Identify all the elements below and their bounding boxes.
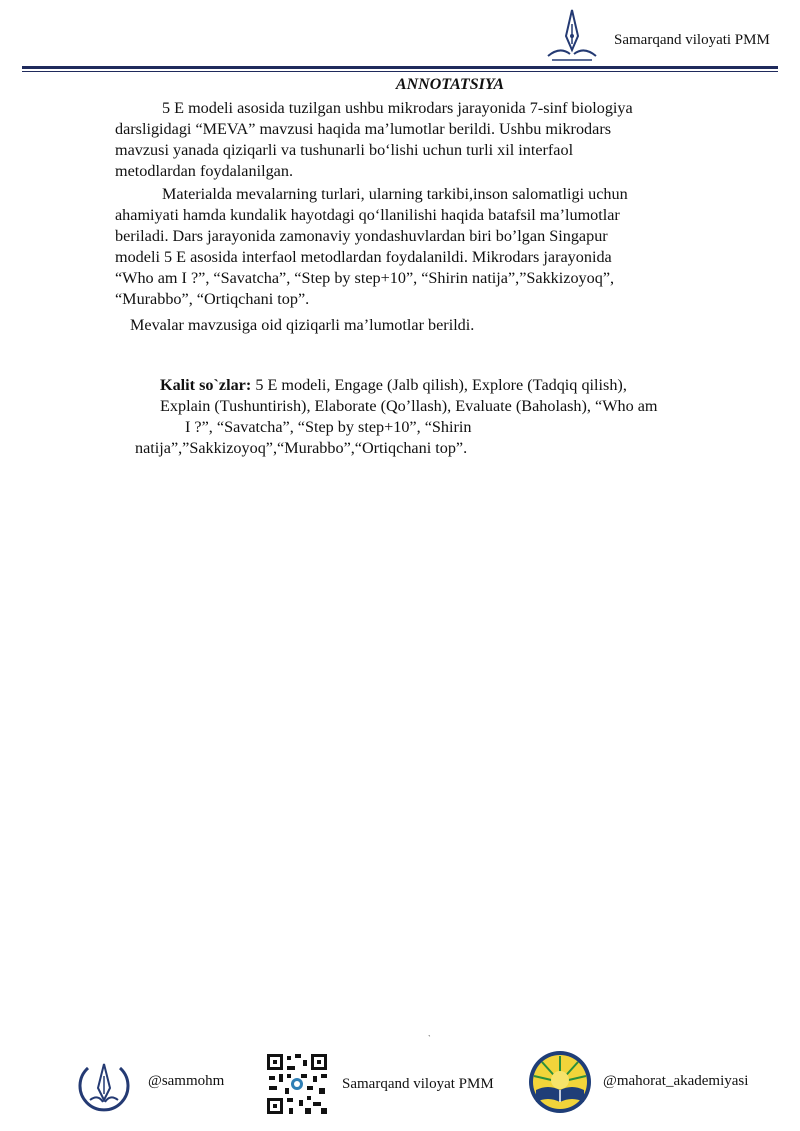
paragraph-2-line: modeli 5 E asosida interfaol metodlardan foydalanildi. Mikrodars jarayonida <box>115 248 612 266</box>
keywords-line <box>160 375 760 396</box>
paragraph-2 <box>115 184 735 310</box>
header-org-name: Samarqand viloyati PMM <box>614 32 770 48</box>
page-title: ANNOTATSIYA <box>395 76 505 93</box>
keywords-block <box>135 375 760 459</box>
footer-handle-mahorat: @mahorat_akademiyasi <box>603 1073 749 1089</box>
keywords-line: I ?”, “Savatcha”, “Step by step+10”, “Shirin <box>185 418 472 436</box>
paragraph-3: Mevalar mavzusiga oid qiziqarli ma’lumotlar berildi. <box>130 316 475 334</box>
qr-code-icon <box>265 1052 329 1116</box>
page-header <box>22 0 778 72</box>
page-footer <box>0 1040 800 1131</box>
book-sunburst-badge-icon <box>528 1050 592 1114</box>
paragraph-2-line: ahamiyati hamda kundalik hayotdagi qo‘llanilishi haqida batafsil ma’lumotlar <box>115 206 620 224</box>
footer-handle-sammohm: @sammohm <box>148 1073 225 1089</box>
paragraph-1-line: mavzusi yanada qiziqarli va tushunarli bo‘lishi uchun turli xil interfaol <box>115 141 574 159</box>
paragraph-2-line: beriladi. Dars jarayonida zamonaviy yondashuvlardan biri bo’lgan Singapur <box>115 227 608 245</box>
keywords-line: natija”,”Sakkizoyoq”,“Murabbo”,“Ortiqchani top”. <box>135 439 468 457</box>
header-rule-thick <box>22 66 778 69</box>
keywords-line: Explain (Tushuntirish), Elaborate (Qo’llash), Evaluate (Baholash), “Who am <box>160 397 658 415</box>
paragraph-1 <box>115 98 735 182</box>
pen-nib-logo-icon <box>542 6 602 66</box>
keywords-label: Kalit so`zlar: <box>160 376 252 394</box>
paragraph-1-line: darsligidagi “MEVA” mavzusi haqida ma’lumotlar berildi. Ushbu mikrodars <box>115 120 612 138</box>
paragraph-2-line: Materialda mevalarning turlari, ularning tarkibi,inson salomatligi uchun <box>162 185 628 203</box>
paragraph-2-line: “Murabbo”, “Ortiqchani top”. <box>115 290 310 308</box>
pen-nib-round-logo-icon <box>74 1056 134 1116</box>
keywords-text: 5 E modeli, Engage (Jalb qilish), Explore (Tadqiq qilish), <box>251 376 627 394</box>
footer-org-name: Samarqand viloyat PMM <box>342 1076 494 1092</box>
header-rule-thin <box>22 71 778 72</box>
stray-mark: ` <box>428 1034 431 1043</box>
paragraph-2-line: “Who am I ?”, “Savatcha”, “Step by step+10”, “Shirin natija”,”Sakkizoyoq”, <box>115 269 615 287</box>
paragraph-1-line: metodlardan foydalanilgan. <box>115 162 293 180</box>
paragraph-1-line: 5 E modeli asosida tuzilgan ushbu mikrodars jarayonida 7-sinf biologiya <box>162 99 633 117</box>
